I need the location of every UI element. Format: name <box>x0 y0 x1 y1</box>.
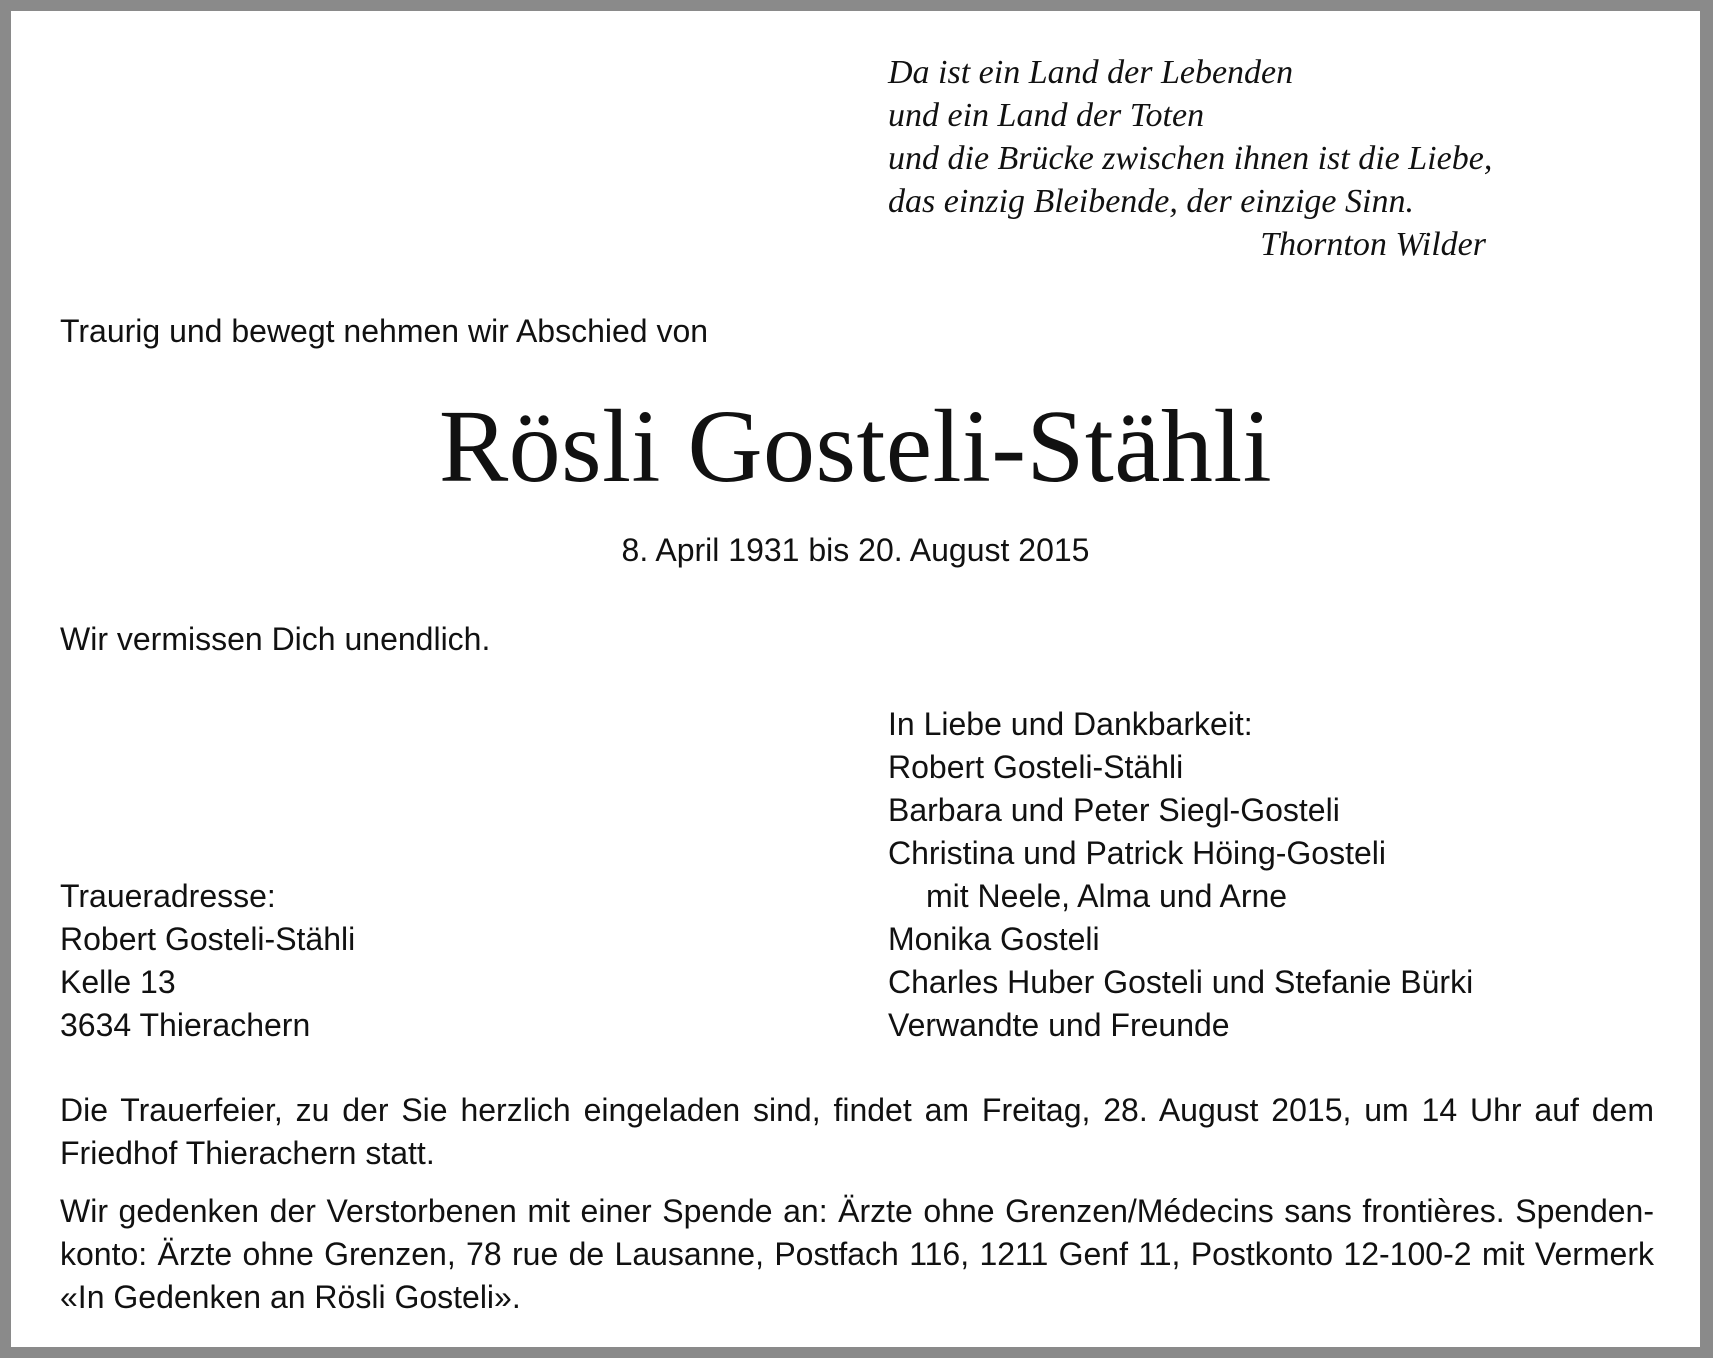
funeral-paragraph: Die Trauerfeier, zu der Sie herzlich eingeladen sind, findet am Freitag, 28. August 2015, um 14 Uhr auf dem Friedhof Thierachern statt. <box>60 1092 1654 1171</box>
deceased-name: Rösli Gosteli-Stähli <box>438 389 1273 504</box>
quote-line: und ein Land der Toten <box>888 97 1205 134</box>
family-member: Verwandte und Freunde <box>888 1007 1230 1043</box>
epigraph-quote <box>888 51 1508 266</box>
quote-author: Thornton Wilder <box>1260 226 1486 263</box>
family-member: Barbara und Peter Siegl-Gosteli <box>888 792 1340 828</box>
miss-line: Wir vermissen Dich unendlich. <box>60 621 491 657</box>
obituary-page <box>11 11 1700 1347</box>
family-heading: In Liebe und Dankbarkeit: <box>888 706 1253 742</box>
address-heading: Traueradresse: <box>60 878 276 914</box>
address-line: Robert Gosteli-Stähli <box>60 921 356 957</box>
family-member: Charles Huber Gosteli und Stefanie Bürki <box>888 964 1474 1000</box>
quote-line: das einzig Bleibende, der einzige Sinn. <box>888 183 1414 220</box>
family-member: mit Neele, Alma und Arne <box>926 878 1288 914</box>
address-line: 3634 Thierachern <box>60 1007 311 1043</box>
family-member: Robert Gosteli-Stähli <box>888 749 1184 785</box>
quote-line: und die Brücke zwischen ihnen ist die Liebe, <box>888 140 1493 177</box>
quote-line: Da ist ein Land der Lebenden <box>888 54 1294 91</box>
life-dates: 8. April 1931 bis 20. August 2015 <box>621 532 1090 568</box>
intro-text: Traurig und bewegt nehmen wir Abschied von <box>60 313 709 349</box>
donation-paragraph: Wir gedenken der Verstorbenen mit einer Spende an: Ärzte ohne Grenzen/Médecins sans frontières. Spenden-konto: Ärzte ohne Grenzen, 78 rue de Lausanne, Postfach 116, 1211 Genf 11, Postkonto 12-100-2 mit Vermerk «In Gedenken an Rösli Gosteli». <box>60 1193 1654 1315</box>
family-member: Monika Gosteli <box>888 921 1100 957</box>
family-member: Christina und Patrick Höing-Gosteli <box>888 835 1386 871</box>
address-line: Kelle 13 <box>60 964 176 1000</box>
mourning-address <box>60 875 355 1047</box>
family-list <box>888 703 1473 1047</box>
